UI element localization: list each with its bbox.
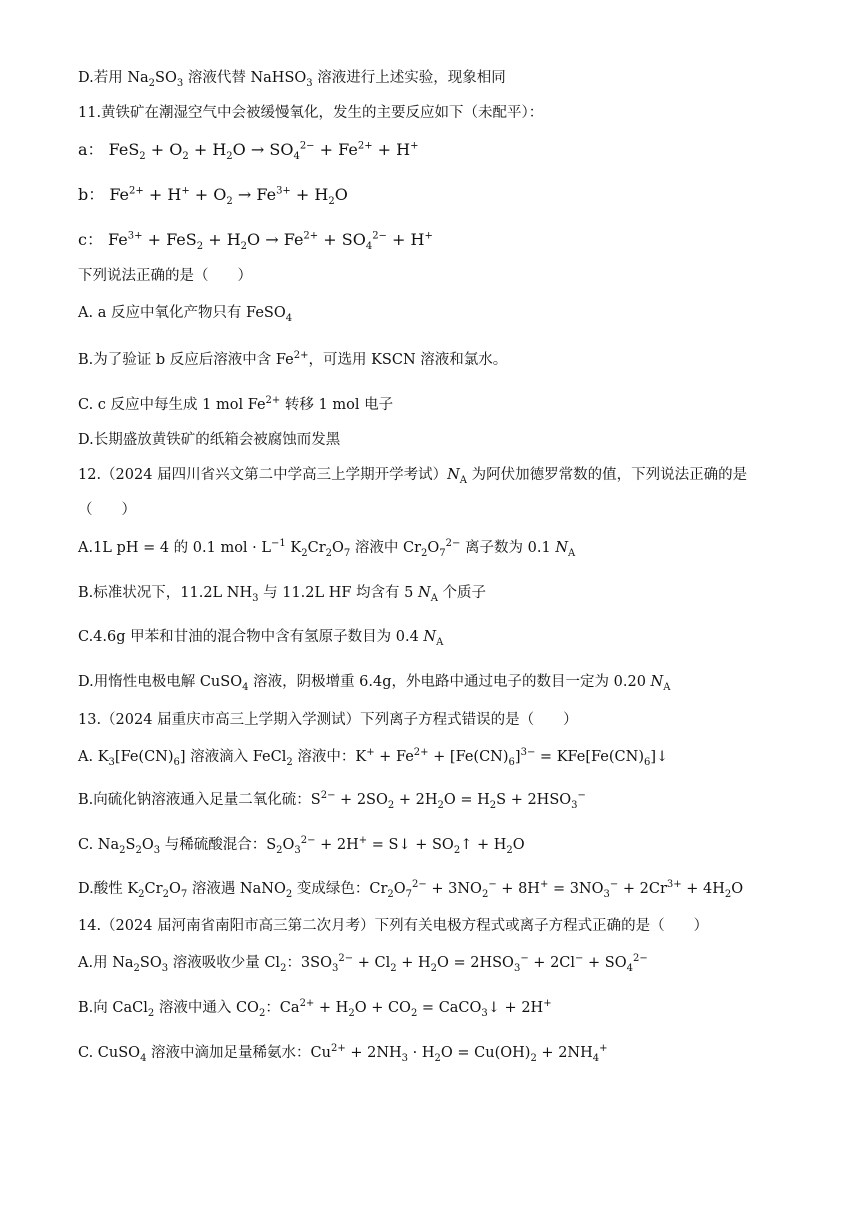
text-line: A.用 $Na_2SO_3$ 溶液吸收少量 $Cl_2$：$3SO_3^{2-} + Cl_2 + H_2O = 2HSO_3^- + 2Cl^- + SO_4^{2-}$ [78, 953, 648, 974]
text-line: C. $Na_2S_2O_3$ 与稀硫酸混合：$S_2O_3^{2-} + 2H^+$ = S↓ + $SO_2↑ + H_2O$ [78, 835, 525, 856]
text-line: 下列说法正确的是（ ） [78, 268, 252, 284]
text-line: b： $Fe^{2+} + H^+ + O_2 \to Fe^{3+} + H_2O$ [78, 185, 348, 208]
text-line: C. c 反应中每生成 1 mol $Fe^{2+}$ 转移 1 mol 电子 [78, 395, 394, 413]
text-line: 13.（2024 届重庆市高三上学期入学测试）下列离子方程式错误的是（ ） [78, 712, 578, 728]
text-line: C. CuSO$_4$ 溶液中滴加足量稀氨水：$Cu^{2+} + 2NH_3 \cdot H_2O = Cu(OH)_2 + 2NH_4^+$ [78, 1043, 608, 1064]
text-line: D.长期盛放黄铁矿的纸箱会被腐蚀而发黑 [78, 432, 341, 448]
text-line: B.向硫化钠溶液通入足量二氧化硫：$S^{2-} + 2SO_2 + 2H_2O = H_2S + 2HSO_3^-$ [78, 790, 586, 811]
text-line: A. $K_3[Fe(CN)_6]$ 溶液滴入 FeCl$_2$ 溶液中：$K^+ + Fe^{2+} + [Fe(CN)_6]^{3-}$ = $KFe[Fe(CN)_6]↓$ [78, 747, 669, 768]
text-line: 11.黄铁矿在潮湿空气中会被缓慢氧化，发生的主要反应如下（未配平）： [78, 105, 544, 121]
text-line: B.为了验证 b 反应后溶液中含 $Fe^{2+}$，可选用 KSCN 溶液和氯水。 [78, 350, 508, 368]
text-line: D.酸性 $K_2Cr_2O_7$ 溶液遇 NaNO$_2$ 变成绿色：$Cr_2O_7^{2-} + 3NO_2^- + 8H^+ = 3NO_3^- + 2Cr^{3+} + 4H_2O$ [78, 879, 744, 900]
text-line: B.向 CaCl$_2$ 溶液中通入 $CO_2$：$Ca^{2+} + H_2O + CO_2$ = CaCO$_3$↓ + 2H+ [78, 998, 552, 1019]
text-line: D.用惰性电极电解 CuSO$_4$ 溶液，阴极增重 6.4g，外电路中通过电子的数目一定为 0.20 $N_A$ [78, 674, 671, 693]
text-line: C.4.6g 甲苯和甘油的混合物中含有氢原子数目为 0.4 $N_A$ [78, 629, 444, 648]
text-line: 14.（2024 届河南省南阳市高三第二次月考）下列有关电极方程式或离子方程式正确的是（ ） [78, 918, 709, 934]
text-line: D.若用 $Na_2SO_3$ 溶液代替 NaHSO$_3$ 溶液进行上述实验，现象相同 [78, 70, 506, 89]
text-line: B.标准状况下，11.2L $NH_3$ 与 11.2L HF 均含有 5 $N_A$ 个质子 [78, 585, 487, 604]
text-line: A. a 反应中氧化产物只有 FeSO$_4$ [78, 305, 293, 324]
text-line: c： $Fe^{3+} + FeS_2 + H_2O \to Fe^{2+} + SO_4^{2-} + H^+$ [78, 230, 433, 253]
text-line: a： $FeS_2 + O_2 + H_2O \to SO_4^{2-} + Fe^{2+} + H^+$ [78, 140, 419, 163]
text-line: A.1L pH = 4 的 0.1 mol · $L^{-1}$ $K_2Cr_2O_7$ 溶液中 $Cr_2O_7^{2-}$ 离子数为 0.1 $N_A$ [78, 538, 576, 559]
text-line: （ ） [78, 502, 136, 518]
text-line: 12.（2024 届四川省兴文第二中学高三上学期开学考试）$N_A$ 为阿伏加德罗常数的值，下列说法正确的是 [78, 467, 748, 486]
